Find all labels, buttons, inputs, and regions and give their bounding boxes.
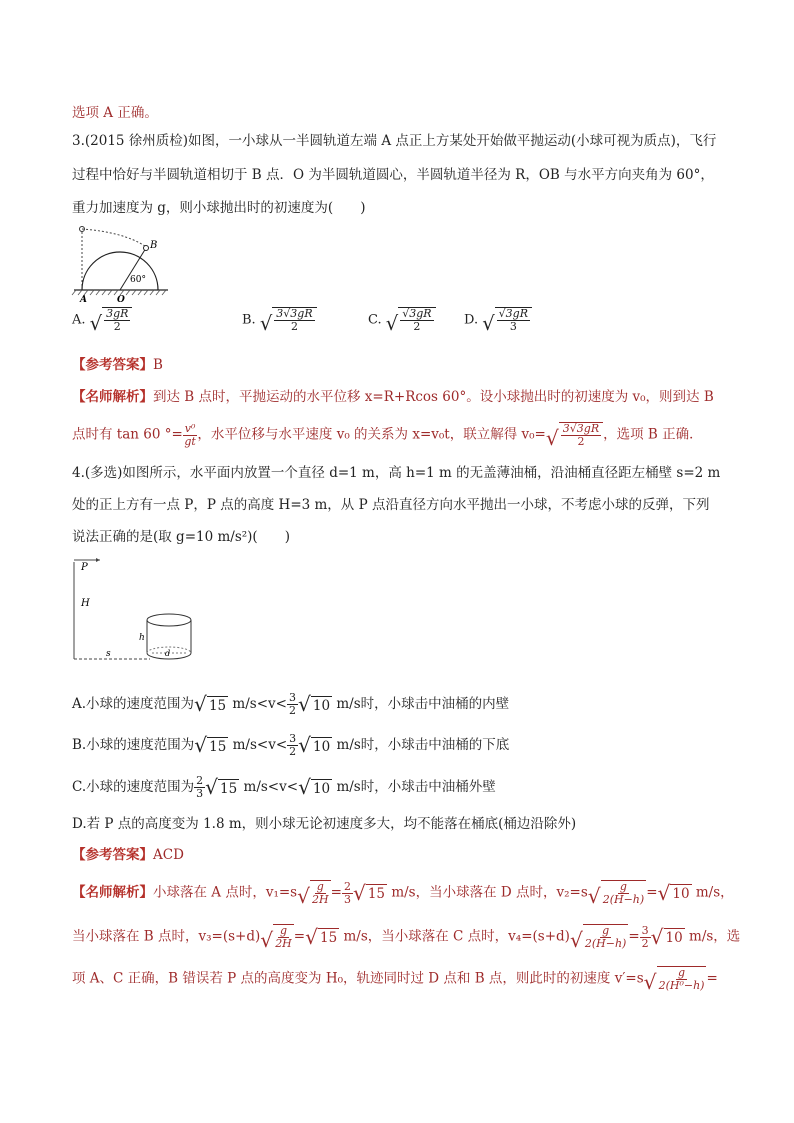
option-b: B. √ $\frac{3√3gR}{2}$ xyxy=(242,307,317,333)
q4-analysis-line-3: 项 A、C 正确，B 错误若 P 点的高度变为 H₀，轨迹同时过 D 点和 B 点，则此时的初速度 v′=s √ $\frac{g}{\text{2(H⁰−h)}}$ = xyxy=(72,966,718,994)
q3-semicircle-figure xyxy=(68,224,178,304)
q4-line-2: 处的正上方有一点 P，P 点的高度 H=3 m，从 P 点沿直径方向水平抛出一小球，不考虑小球的反弹，下列 xyxy=(72,497,710,513)
label-O: O xyxy=(117,295,125,304)
prev-answer-line: 选项 A 正确。 xyxy=(72,105,158,121)
q4-option-a: A.小球的速度范围为 √ 15 m/s<v< $\frac{3}{2}$ √ 10 m/s时，小球击中油桶的内壁 xyxy=(72,691,510,717)
q3-analysis-line-1: 【名师解析】到达 B 点时，平抛运动的水平位移 x=R+Rcos 60°。设小球抛出时的初速度为 v₀，则到达 B xyxy=(72,389,714,405)
q3-analysis-line-2: 点时有 tan 60 °= $\frac{\text{v⁰}}{gt}$ ，水平位移与水平速度 v₀ 的关系为 x=v₀t，联立解得 v₀= √ $\frac{3√3gR}{2}$ ，选项 B 正确． xyxy=(72,421,703,450)
label-A: A xyxy=(80,295,87,304)
q4-option-d: D.若 P 点的高度变为 1.8 m，则小球无论初速度多大，均不能落在桶底(桶边沿除外) xyxy=(72,816,577,832)
q4-line-3: 说法正确的是(取 g=10 m/s²)( ) xyxy=(72,529,290,545)
q3-line-1: 3.(2015 徐州质检)如图，一小球从一半圆轨道左端 A 点正上方某处开始做平抛运动(小球可视为质点)，飞行 xyxy=(72,133,717,149)
label-d: d xyxy=(165,649,171,658)
option-a: A. √ $\frac{3gR}{2}$ xyxy=(72,307,132,333)
q4-line-1: 4.(多选)如图所示，水平面内放置一个直径 d=1 m，高 h=1 m 的无盖薄油桶，沿油桶直径距左桶壁 s=2 m xyxy=(72,465,721,481)
label-B: B xyxy=(150,240,158,251)
label-angle: 60° xyxy=(130,275,146,285)
q3-line-2: 过程中恰好与半圆轨道相切于 B 点．O 为半圆轨道圆心，半圆轨道半径为 R，OB 与水平方向夹角为 60°， xyxy=(72,167,714,183)
label-H: H xyxy=(81,598,90,609)
label-P: P xyxy=(81,562,88,573)
q4-oil-barrel-figure xyxy=(68,556,198,666)
option-d: D. √ $\frac{√3gR}{3}$ xyxy=(464,307,532,333)
label-h: h xyxy=(139,633,145,643)
q4-analysis-line-2: 当小球落在 B 点时，v₃=(s+d) √ $\frac{g}{2H}$ = √ 15 m/s，当小球落在 C 点时，v₄=(s+d) √ $\frac{g}{2(H-h)}$ = $\frac{3}{2}$ √ 10 m/s，选 xyxy=(72,923,741,952)
q4-option-c: C.小球的速度范围为 $\frac{2}{3}$ √ 15 m/s<v< √ 10 m/s时，小球击中油桶外壁 xyxy=(72,774,496,800)
q4-option-b: B.小球的速度范围为 √ 15 m/s<v< $\frac{3}{2}$ √ 10 m/s时，小球击中油桶的下底 xyxy=(72,732,510,758)
q3-line-3: 重力加速度为 g，则小球抛出时的初速度为( ) xyxy=(72,200,366,216)
label-s: s xyxy=(106,649,111,659)
q4-answer: 【参考答案】ACD xyxy=(72,847,184,863)
q3-answer: 【参考答案】B xyxy=(72,357,163,373)
q4-analysis-line-1: 【名师解析】小球落在 A 点时，v₁=s √ $\frac{g}{2H}$ = $\frac{2}{3}$ √ 15 m/s，当小球落在 D 点时，v₂=s √ $\frac{g}{2(H-h)}$ = √ 10 m/s， xyxy=(72,879,734,908)
option-c: C. √ $\frac{√3gR}{2}$ xyxy=(368,307,436,333)
